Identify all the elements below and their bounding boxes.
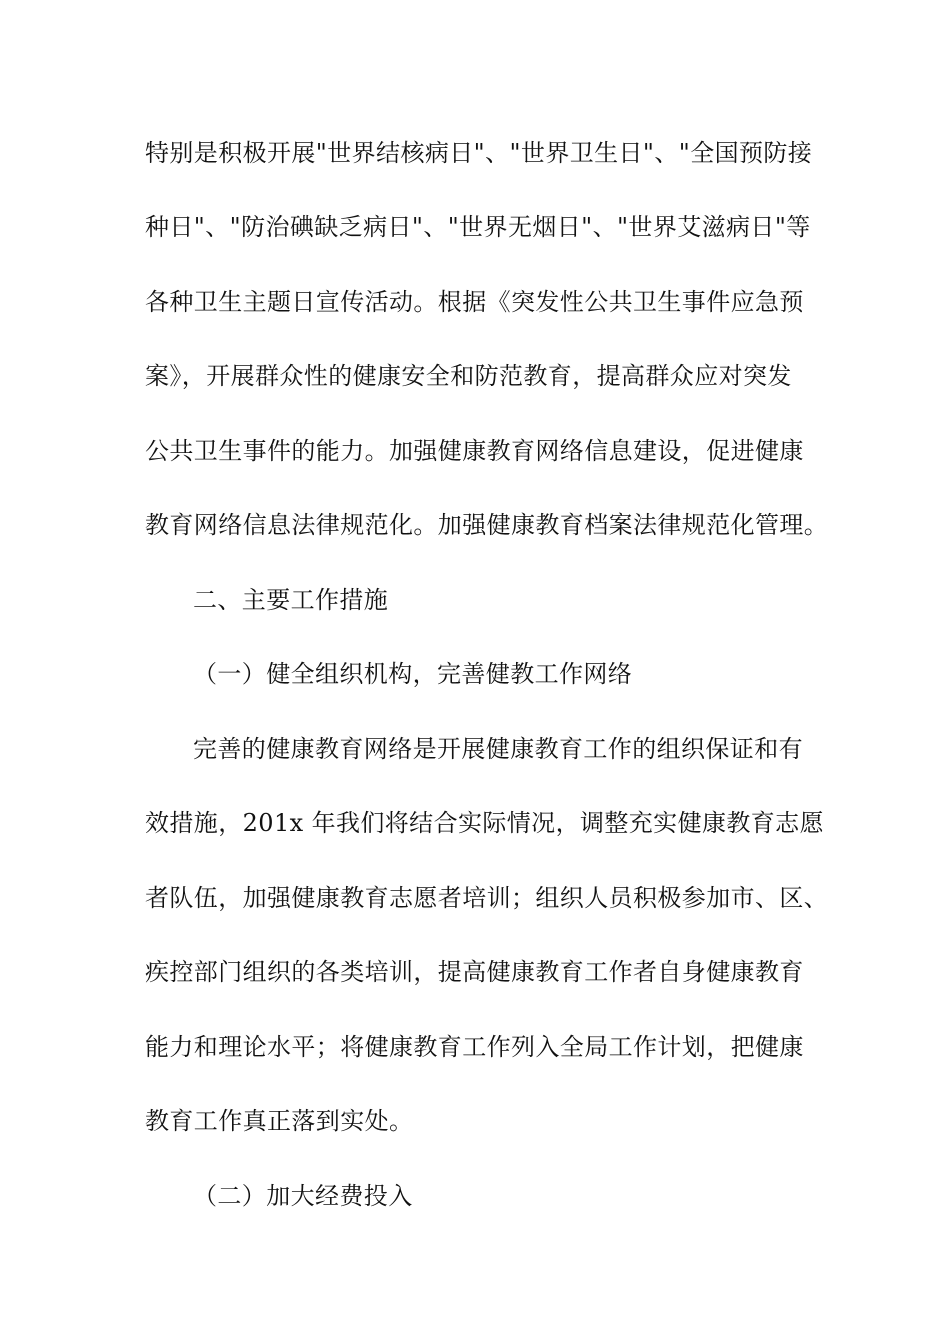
paragraph-line-8: 效措施，201x 年我们将结合实际情况，调整充实健康教育志愿 xyxy=(145,809,824,837)
paragraph-line-2: 种日"、"防治碘缺乏病日"、"世界无烟日"、"世界艾滋病日"等 xyxy=(145,213,811,241)
paragraph-line-6: 教育网络信息法律规范化。加强健康教育档案法律规范化管理。 xyxy=(145,511,829,539)
subsection-heading-1: （一）健全组织机构，完善健教工作网络 xyxy=(193,660,633,688)
section-heading: 二、主要工作措施 xyxy=(193,586,389,614)
paragraph-line-10: 疾控部门组织的各类培训，提高健康教育工作者自身健康教育 xyxy=(145,958,804,986)
paragraph-line-11: 能力和理论水平；将健康教育工作列入全局工作计划，把健康 xyxy=(145,1033,804,1061)
paragraph-line-9: 者队伍，加强健康教育志愿者培训；组织人员积极参加市、区、 xyxy=(145,884,829,912)
paragraph-line-7: 完善的健康教育网络是开展健康教育工作的组织保证和有 xyxy=(193,735,803,763)
subsection-heading-2: （二）加大经费投入 xyxy=(193,1182,413,1210)
paragraph-line-1: 特别是积极开展"世界结核病日"、"世界卫生日"、"全国预防接 xyxy=(145,139,813,167)
paragraph-line-4: 案》，开展群众性的健康安全和防范教育，提高群众应对突发 xyxy=(145,362,792,390)
paragraph-line-12: 教育工作真正落到实处。 xyxy=(145,1107,414,1135)
paragraph-line-5: 公共卫生事件的能力。加强健康教育网络信息建设，促进健康 xyxy=(145,437,804,465)
paragraph-line-3: 各种卫生主题日宣传活动。根据《突发性公共卫生事件应急预 xyxy=(145,288,804,316)
